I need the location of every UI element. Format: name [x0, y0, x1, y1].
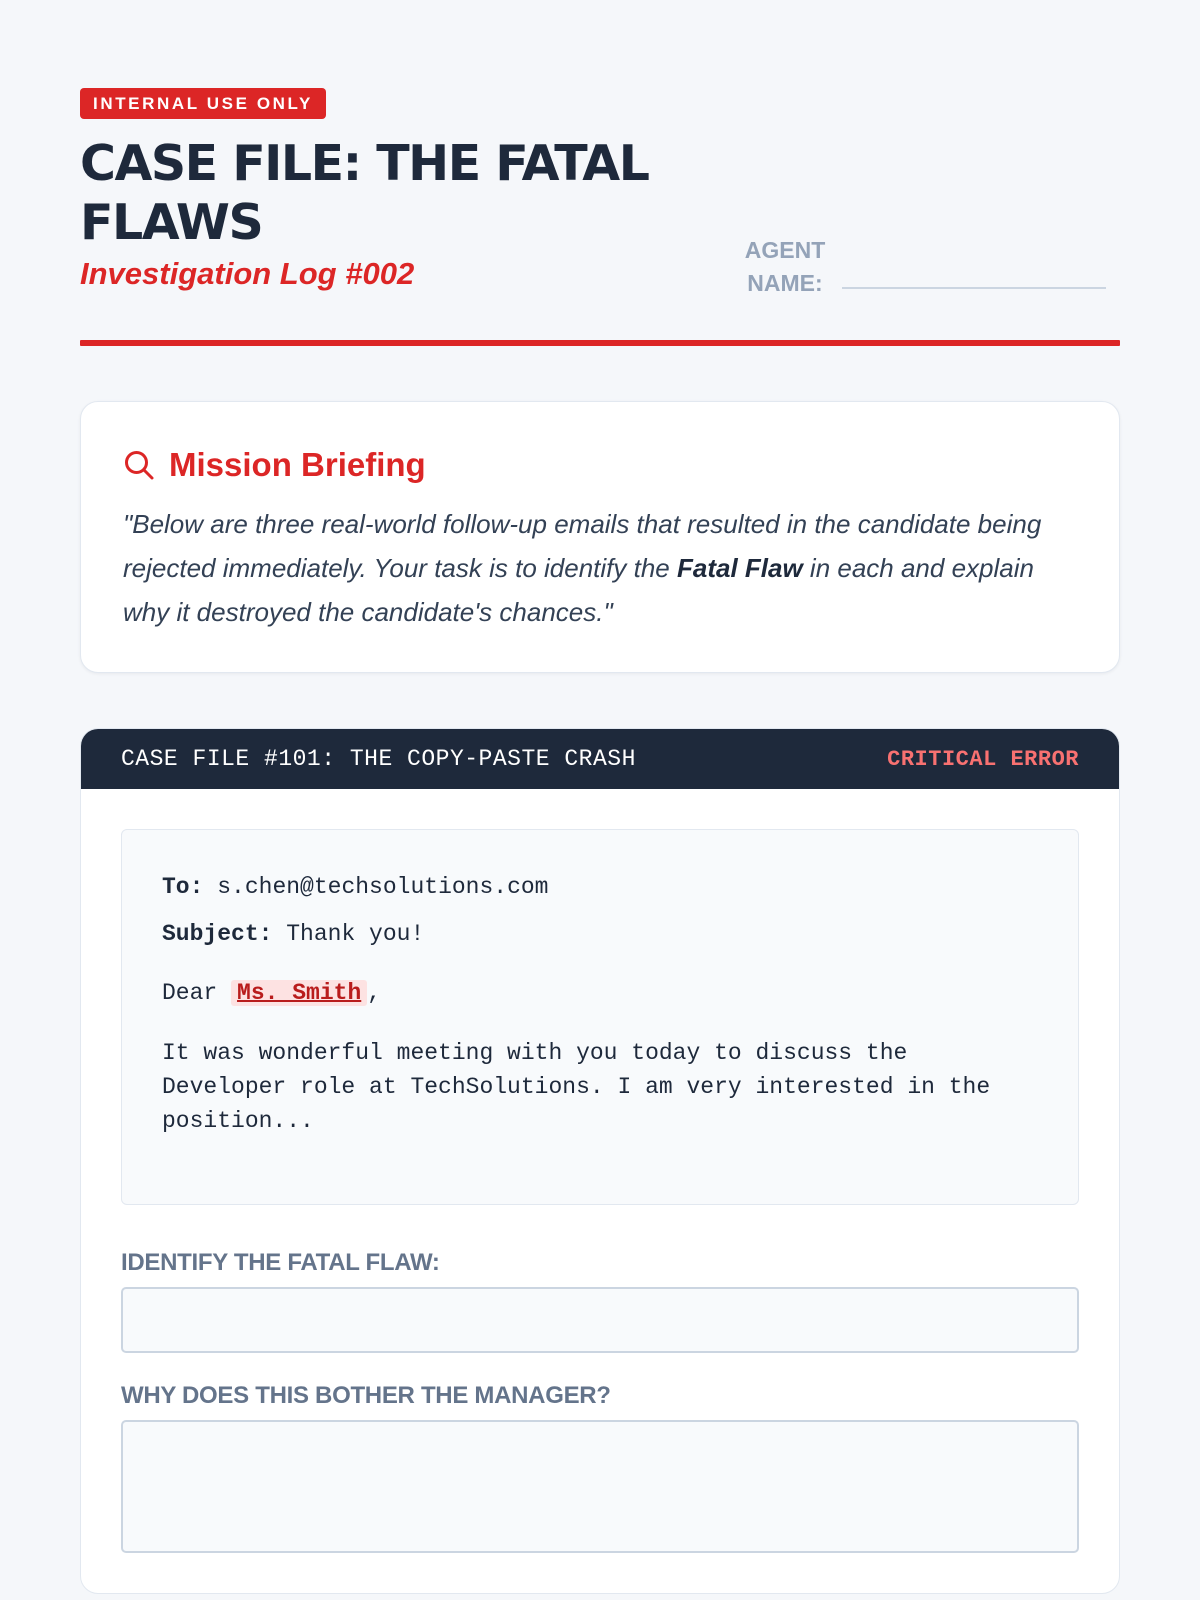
mission-briefing-card	[80, 401, 1120, 673]
email-greeting-suffix: ,	[367, 980, 382, 1006]
briefing-text	[123, 502, 1077, 634]
worksheet-header	[80, 0, 1120, 348]
internal-use-badge: INTERNAL USE ONLY	[80, 88, 326, 119]
briefing-header	[123, 446, 1077, 484]
agent-name-label: AGENT NAME:	[744, 237, 826, 296]
case-file-name: CASE FILE #101: THE COPY-PASTE CRASH	[121, 746, 636, 772]
email-to-label: To:	[162, 874, 204, 900]
search-icon	[123, 449, 155, 481]
email-exhibit	[121, 829, 1079, 1205]
email-to-line	[162, 870, 1038, 904]
worksheet-page	[80, 0, 1120, 1409]
email-greeting-prefix: Dear	[162, 980, 218, 1006]
manager-reason-question: WHY DOES THIS BOTHER THE MANAGER?	[121, 1382, 611, 1409]
briefing-title: Mission Briefing	[169, 446, 426, 483]
email-to-value: s.chen@techsolutions.com	[217, 874, 549, 900]
agent-name-field	[742, 234, 1106, 300]
case-file-card	[80, 728, 1120, 1594]
email-body: It was wonderful meeting with you today to discuss the Developer role at TechSolutions. I am very interested in the position...	[162, 1040, 991, 1134]
page-title: CASE FILE: THE FATAL FLAWS	[80, 135, 649, 251]
email-greeting	[162, 976, 1038, 1010]
agent-name-line[interactable]	[842, 287, 1106, 289]
case-status-label: CRITICAL ERROR	[887, 746, 1079, 772]
email-subject-value: Thank you!	[286, 921, 425, 947]
email-subject-line	[162, 917, 1038, 951]
briefing-text-end: in each and explain why it destroyed the candidate's chances."	[123, 553, 1034, 627]
manager-reason-input[interactable]	[121, 1420, 1079, 1553]
header-divider	[80, 340, 1120, 346]
briefing-text-start: "Below are three real-world follow-up emails that resulted in the candidate being rejected immediately. Your task is to identify the	[123, 509, 1042, 583]
case-file-header	[81, 729, 1119, 789]
email-subject-label: Subject:	[162, 921, 273, 947]
highlighted-flaw-name: Ms. Smith	[231, 980, 367, 1006]
fatal-flaw-question: IDENTIFY THE FATAL FLAW:	[121, 1249, 440, 1276]
fatal-flaw-input[interactable]	[121, 1287, 1079, 1353]
page-subtitle: Investigation Log #002	[80, 256, 415, 291]
briefing-text-emphasis: Fatal Flaw	[676, 553, 803, 583]
